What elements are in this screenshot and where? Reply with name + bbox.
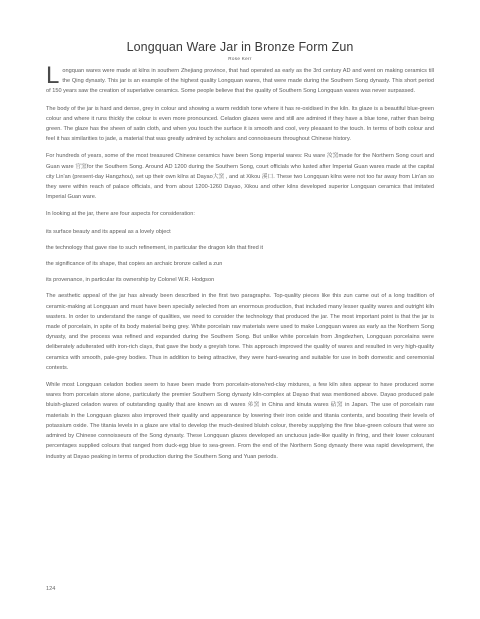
- drop-cap: L: [46, 62, 60, 89]
- author-name: Rose Kerr: [228, 56, 252, 61]
- list-item: its provenance, in particular its ownership by Colonel W.R. Hodgson: [46, 277, 215, 284]
- list-item: its surface beauty and its appeal as a lovely object: [46, 228, 171, 235]
- intro-paragraph: [46, 62, 434, 97]
- body-paragraph: For hundreds of years, some of the most treasured Chinese ceramics have been Song imperial wares: Ru ware 汝窯made for the Northern Song court and Guan ware 官窯for the Southern Song. Around AD 1200 during the Southern Song, court officials who lusted after Imperial Guan wares made at the capital city Lin'an (present-day Hangzhou), set up their own kilns at Dayao大窯 , and at Xikou 溪口. These two Longquan kilns were not too far away from Lin'an so they were within reach of palace officials, and from about 1200-1260 Dayao, Xikou and other kilns developed superior Longquan ceramics that imitated Imperial Guan ware.: [46, 153, 434, 201]
- body-paragraph: The aesthetic appeal of the jar has already been described in the first two paragraphs. Top-quality pieces like this zun came out of a long tradition of ceramic-making at Longquan and must have been specially selected from an enormous production, that included many lesser quality wares and outright kiln wasters. In order to understand the range of qualities, we need to consider the technology that produced the jar. The most important point is that the jar is made of porcelain, in spite of its body material being grey. White porcelain raw materials were used to make Longquan wares as early as the Northern Song dynasty, and the process was refined and expanded during the Southern Song. But unlike white porcelain from Jingdezhen, Longquan porcelains were deliberately adulterated with iron-rich clays, that gave the body a greyish tone. This approach improved the quality of wares and resulted in very high-quality ceramics with smooth, pale-grey bodies. Thus in addition to being attractive, they were hard-wearing and suitable for use in both domestic and ceremonial contexts.: [46, 293, 434, 371]
- body-paragraph: In looking at the jar, there are four aspects for consideration:: [46, 211, 195, 218]
- body-paragraph: While most Longquan celadon bodies seem to have been made from porcelain-stone/red-clay mixtures, a few kiln sites appear to have produced some wares from porcelain stone alone, particularly the premier Southern Song dynasty kiln-complex at Dayao that was mentioned above. Dayao produced pale bluish-glazed celadon wares of outstanding quality that are known as di wares 弟窯 in China and kinuta wares 砧窯 in Japan. The use of porcelain raw materials in the Longquan glazes also improved their quality and appearance by lowering their iron oxide and titania contents, and boosting their levels of potassium oxide. The titania levels in a glaze are vital to develop the much-desired bluish colour, thereby supplying the fine blue-green colours that were so admired by Chinese connoisseurs of the Song dynasty. These Longquan glazes developed an unctuous jade-like quality in firing, and their lower colourant percentages supplied colours that ranged from duck-egg blue to sea-green. From the end of the Northern Song dynasty there was rapid development, the industry at Dayao peaking in terms of production during the Southern Song and Yuan periods.: [46, 382, 434, 460]
- article-title: Longquan Ware Jar in Bronze Form Zun: [126, 40, 354, 54]
- article-body: [46, 62, 434, 469]
- intro-text: ongquan wares were made at kilns in southern Zhejiang province, that had operated as early as the 3rd century AD and went on making ceramics till the Qing dynasty. This jar is an example of the highest quality Longquan wares, that were made during the Southern Song dynasty. This short period of 150 years saw the creation of superlative ceramics. Some people believe that the quality of Southern Song Longquan wares was never surpassed.: [46, 68, 434, 95]
- list-item: the technology that gave rise to such refinement, in particular the dragon kiln that fired it: [46, 244, 264, 251]
- page-number: 124: [46, 586, 56, 592]
- body-paragraph: The body of the jar is hard and dense, grey in colour and showing a warm reddish tone where it has re-oxidised in the kiln. Its glaze is a beautiful blue-green colour and where it runs thickly the colour is even more pronounced. Celadon glazes were and still are admired if they have a blue tone, rather than being green. The glaze has the sheen of satin cloth, and when you touch the surface it is smooth and cool, very pleasant to the touch. In terms of both colour and feel it has similarities to jade, a material that was greatly admired by scholars and connoisseurs throughout Chinese history.: [46, 105, 434, 143]
- list-item: the significance of its shape, that copies an archaic bronze called a zun: [46, 261, 223, 268]
